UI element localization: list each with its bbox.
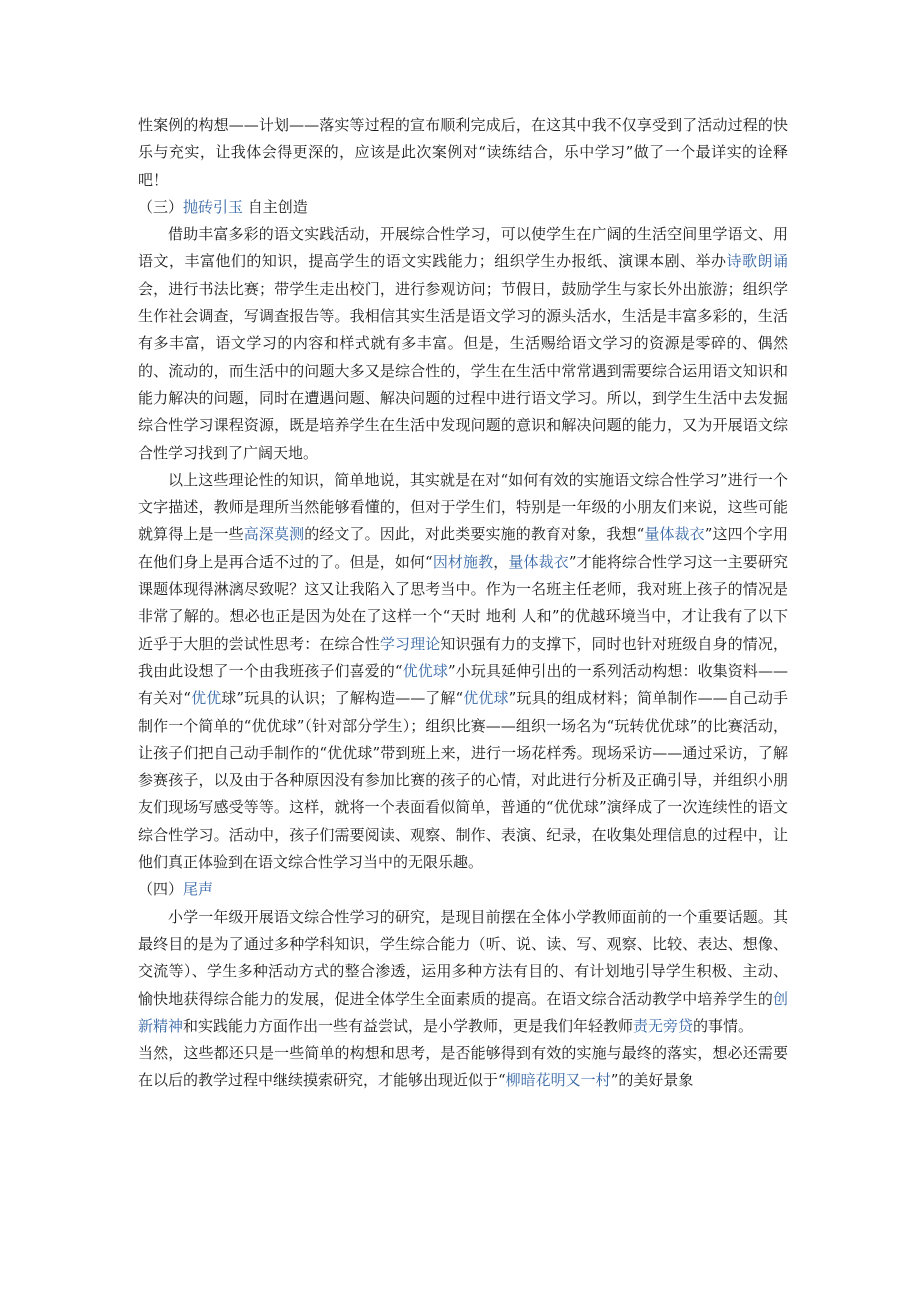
link-liangticaiyi-2[interactable]: 量体裁衣 xyxy=(508,552,569,571)
section-heading-3: （三）抛砖引玉 自主创造 xyxy=(138,197,308,216)
link-epilogue[interactable]: 尾声 xyxy=(183,880,214,899)
paragraph-continued: 性案例的构想——计划——落实等过程的宣布顺利完成后，在这其中我不仅享受到了活动过程的快乐与充实，让我体会得更深的，应该是此次案例对“读练结合，乐中学习”做了一个最详实的诠释吧！ xyxy=(138,116,788,189)
link-liangticaiyi[interactable]: 量体裁衣 xyxy=(644,525,705,544)
link-youyouqiu[interactable]: 优优球 xyxy=(402,661,449,680)
link-youyouqiu-2[interactable]: 优优球 xyxy=(463,689,509,708)
link-poetry-recitation[interactable]: 诗歌朗诵 xyxy=(726,252,788,271)
link-innovation-spirit[interactable]: 创新精神 xyxy=(138,989,788,1035)
paragraph-conclusion: 当然，这些都还只是一些简单的构想和思考，是否能够得到有效的实施与最终的落实，想必还需要在以后的教学过程中继续摸索研究，才能够出现近似于“柳暗花明又一村”的美好景象 xyxy=(138,1044,788,1090)
section-heading-4: （四）尾声 xyxy=(138,880,214,899)
link-liuanhuaming[interactable]: 柳暗花明又一村 xyxy=(505,1071,611,1090)
link-zewupangdai[interactable]: 责无旁贷 xyxy=(633,1016,694,1035)
link-paozhuanyinyu[interactable]: 抛砖引玉 xyxy=(183,197,244,216)
paragraph-research-summary: 小学一年级开展语文综合性学习的研究，是现目前摆在全体小学教师面前的一个重要话题。其最终目的是为了通过多种学科知识，学生综合能力（听、说、读、写、观察、比较、表达、想像、交流等）、学生多种活动方式的整合渗透，运用多种方法有目的、有计划地引导学生积极、主动、愉快地获得综合能力的发展，促进全体学生全面素质的提高。在语文综合活动教学中培养学生的创新精神和实践能力方面作出一些有益尝试，是小学教师，更是我们年轻教师责无旁贷的事情。 xyxy=(138,907,788,1035)
link-youyou[interactable]: 优优 xyxy=(190,689,222,708)
document-body xyxy=(138,112,788,1095)
link-gaoshenmoce[interactable]: 高深莫测 xyxy=(243,525,305,544)
link-yincaishijiao[interactable]: 因材施教 xyxy=(432,552,494,571)
link-learning-theory[interactable]: 学习理论 xyxy=(379,634,441,653)
paragraph-practice-activities: 借助丰富多彩的语文实践活动，开展综合性学习，可以使学生在广阔的生活空间里学语文、用语文，丰富他们的知识，提高学生的语文实践能力；组织学生办报纸、演课本剧、举办诗歌朗诵会，进行书法比赛；带学生走出校门，进行参观访问；节假日，鼓励学生与家长外出旅游；组织学生作社会调查，写调查报告等。我相信其实生活是语文学习的源头活水，生活是丰富多彩的，生活有多丰富，语文学习的内容和样式就有多丰富。但是，生活赐给语文学习的资源是零碎的、偶然的、流动的，而生活中的问题大多又是综合性的，学生在生活中常常遇到需要综合运用语文知识和能力解决的问题，同时在遭遇问题、解决问题的过程中进行语文学习。所以，到学生生活中去发掘综合性学习课程资源，既是培养学生在生活中发现问题的意识和解决问题的能力，又为开展语文综合性学习找到了广阔天地。 xyxy=(138,225,788,462)
paragraph-theory: 以上这些理论性的知识，简单地说，其实就是在对“如何有效的实施语文综合性学习”进行一个文字描述，教师是理所当然能够看懂的，但对于学生们，特别是一年级的小朋友们来说，这些可能就算得上是一些高深莫测的经文了。因此，对此类要实施的教育对象，我想“量体裁衣”这四个字用在他们身上是再合适不过的了。但是，如何“因材施教，量体裁衣”才能将综合性学习这一主要研究课题体现得淋漓尽致呢？这又让我陷入了思考当中。作为一名班主任老师，我对班上孩子的情况是非常了解的。想必也正是因为处在了这样一个“天时 地利 人和”的优越环境当中，才让我有了以下近乎于大胆的尝试性思考：在综合性学习理论知识强有力的支撑下，同时也针对班级自身的情况，我由此设想了一个由我班孩子们喜爱的“优优球”小玩具延伸引出的一系列活动构想：收集资料——有关对“优优球”玩具的认识；了解构造——了解“优优球”玩具的组成材料；简单制作——自己动手制作一个简单的“优优球”（针对部分学生）；组织比赛——组织一场名为“玩转优优球”的比赛活动，让孩子们把自己动手制作的“优优球”带到班上来，进行一场花样秀。现场采访——通过采访，了解参赛孩子，以及由于各种原因没有参加比赛的孩子的心情，对此进行分析及正确引导，并组织小朋友们现场写感受等等。这样，就将一个表面看似简单，普通的“优优球”演绎成了一次连续性的语文综合性学习。活动中，孩子们需要阅读、观察、制作、表演、纪录，在收集处理信息的过程中，让他们真正体验到在语文综合性学习当中的无限乐趣。 xyxy=(138,470,789,872)
